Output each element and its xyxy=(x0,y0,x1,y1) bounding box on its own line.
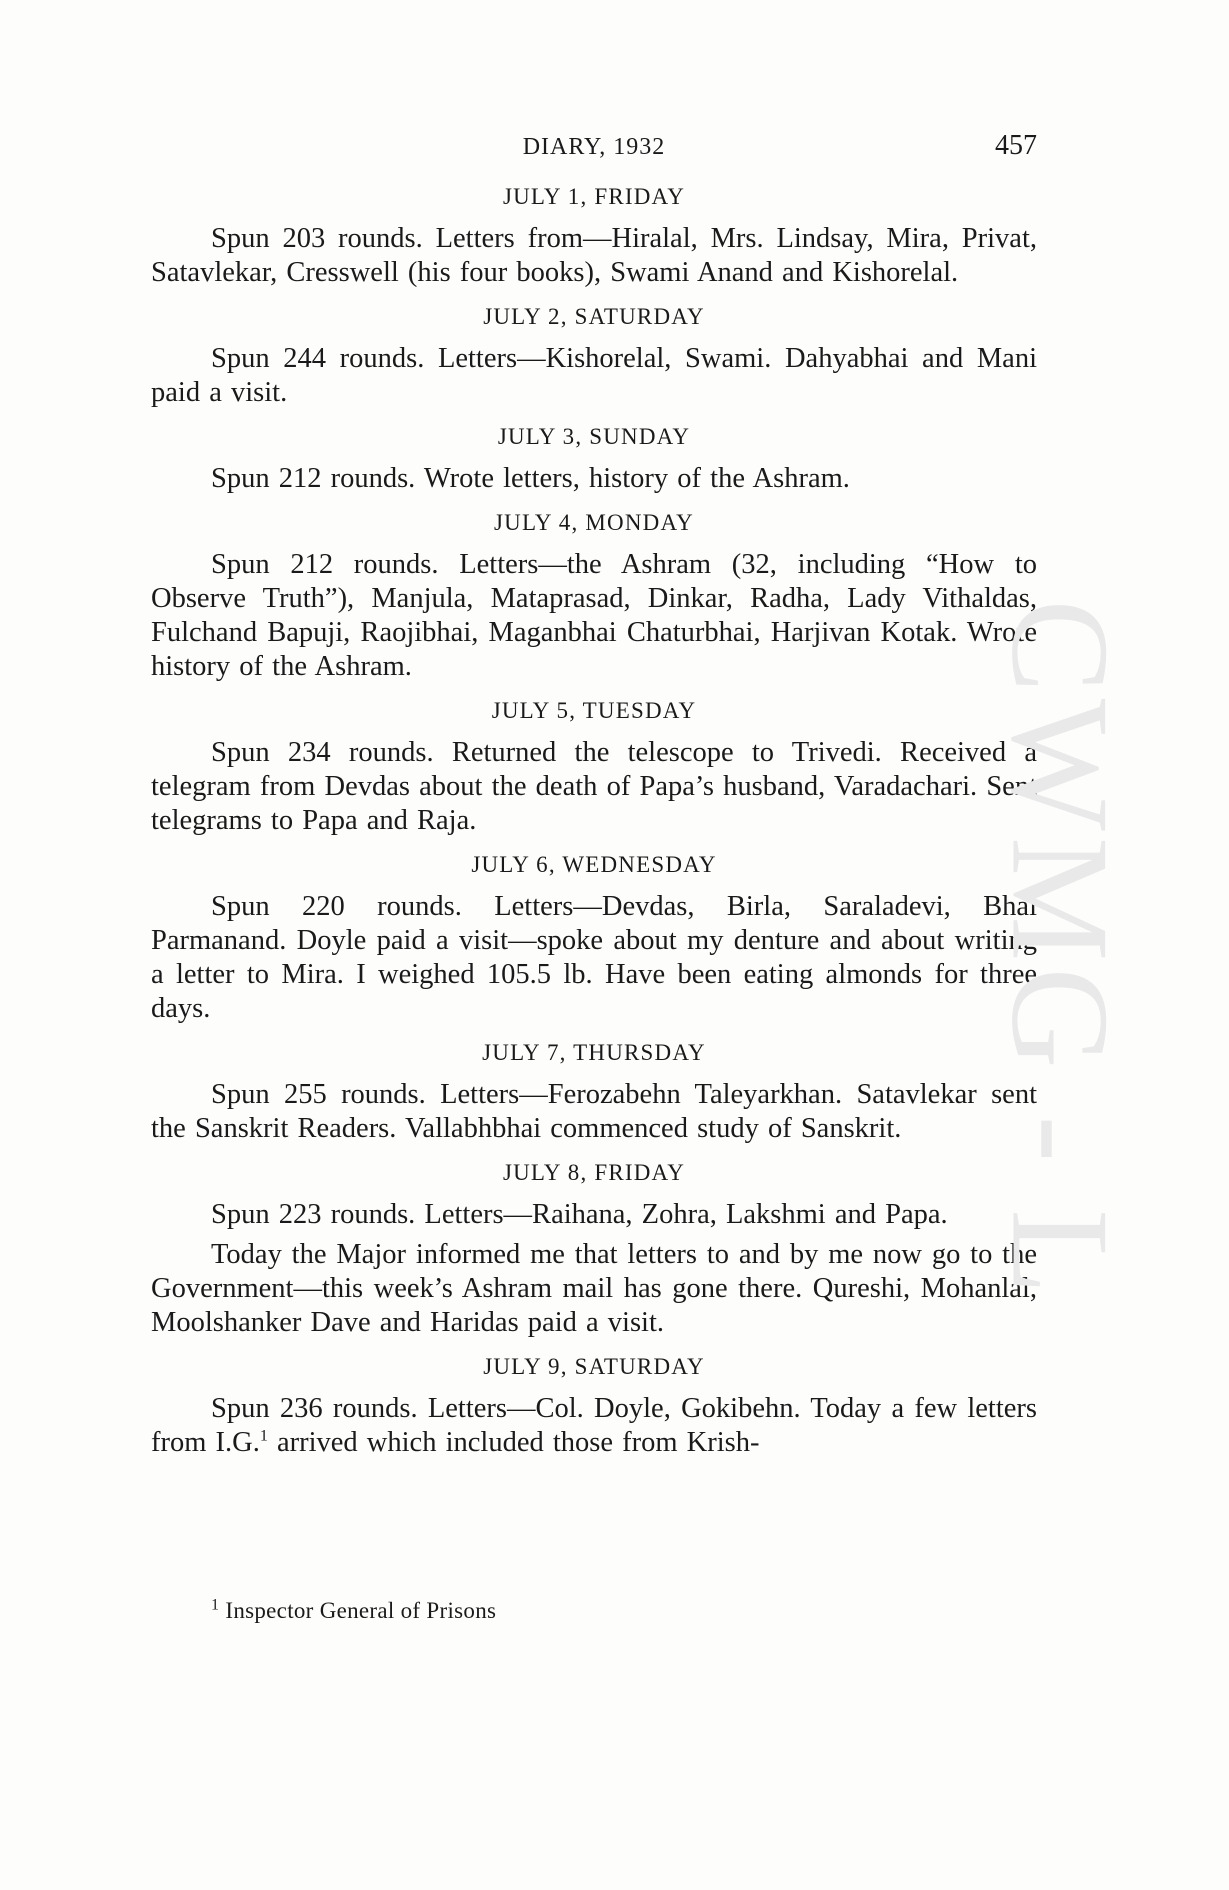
page-number: 457 xyxy=(995,130,1037,161)
entry-paragraph: Spun 212 rounds. Letters—the Ashram (32, including “How to Observe Truth”), Manjula, Mataprasad, Dinkar, Radha, Lady Vithaldas, Fulchand Bapuji, Raojibhai, Maganbhai Chaturbhai, Harjivan Kotak. Wrote history of the Ashram. xyxy=(151,549,1037,682)
entry-paragraph: Spun 220 rounds. Letters—Devdas, Birla, Saraladevi, Bhai Parmanand. Doyle paid a visit—spoke about my denture and about writing a letter to Mira. I weighed 105.5 lb. Have been eating almonds for three days. xyxy=(151,891,1037,1024)
running-title-text: DIARY, 1932 xyxy=(522,134,666,160)
entry-paragraph: Spun 234 rounds. Returned the telescope to Trivedi. Received a telegram from Devdas about the death of Papa’s husband, Varadachari. Sent telegrams to Papa and Raja. xyxy=(151,737,1037,836)
entry-paragraph: Spun 255 rounds. Letters—Ferozabehn Taleyarkhan. Satavlekar sent the Sanskrit Readers. Vallabhbhai commenced study of Sanskrit. xyxy=(151,1079,1037,1144)
footnote-text: Inspector General of Prisons xyxy=(219,1598,497,1623)
entry-paragraph: Spun 212 rounds. Wrote letters, history of the Ashram. xyxy=(211,463,850,494)
entry-paragraph: Spun 203 rounds. Letters from—Hiralal, Mrs. Lindsay, Mira, Privat, Satavlekar, Cresswell (his four books), Swami Anand and Kishorelal. xyxy=(151,223,1037,288)
watermark-text: CWMG - L xyxy=(982,599,1138,1301)
paragraph-text: arrived which included those from Krish- xyxy=(267,1427,760,1458)
entry-date: JULY 7, THURSDAY xyxy=(482,1040,706,1065)
entry-paragraph xyxy=(151,1392,1037,1460)
paragraph-text: Spun 236 rounds. Letters—Col. Doyle, Gokibehn. Today a few letters from I.G. xyxy=(151,1393,1037,1458)
entry-date: JULY 3, SUNDAY xyxy=(497,424,691,449)
footnote-reference: 1 xyxy=(259,1427,268,1445)
entry-paragraph: Spun 223 rounds. Letters—Raihana, Zohra, Lakshmi and Papa. xyxy=(211,1199,948,1230)
entry-paragraph: Spun 244 rounds. Letters—Kishorelal, Swami. Dahyabhai and Mani paid a visit. xyxy=(151,343,1037,408)
diary-content xyxy=(151,180,1037,1470)
running-head xyxy=(151,130,1037,166)
footnote-mark: 1 xyxy=(211,1596,220,1614)
entry-date: JULY 6, WEDNESDAY xyxy=(471,852,717,877)
entry-paragraph: Today the Major informed me that letters to and by me now go to the Government—this week’s Ashram mail has gone there. Qureshi, Mohanlal, Moolshanker Dave and Haridas paid a visit. xyxy=(151,1239,1037,1338)
entry-date: JULY 8, FRIDAY xyxy=(502,1160,686,1185)
document-page xyxy=(151,0,1037,1890)
footnote xyxy=(211,1598,496,1624)
entry-date: JULY 4, MONDAY xyxy=(493,510,694,535)
running-title xyxy=(151,134,1037,161)
entry-date: JULY 9, SATURDAY xyxy=(483,1354,705,1379)
entry-date: JULY 2, SATURDAY xyxy=(483,304,705,329)
entry-date: JULY 5, TUESDAY xyxy=(491,698,697,723)
entry-date: JULY 1, FRIDAY xyxy=(502,184,686,209)
